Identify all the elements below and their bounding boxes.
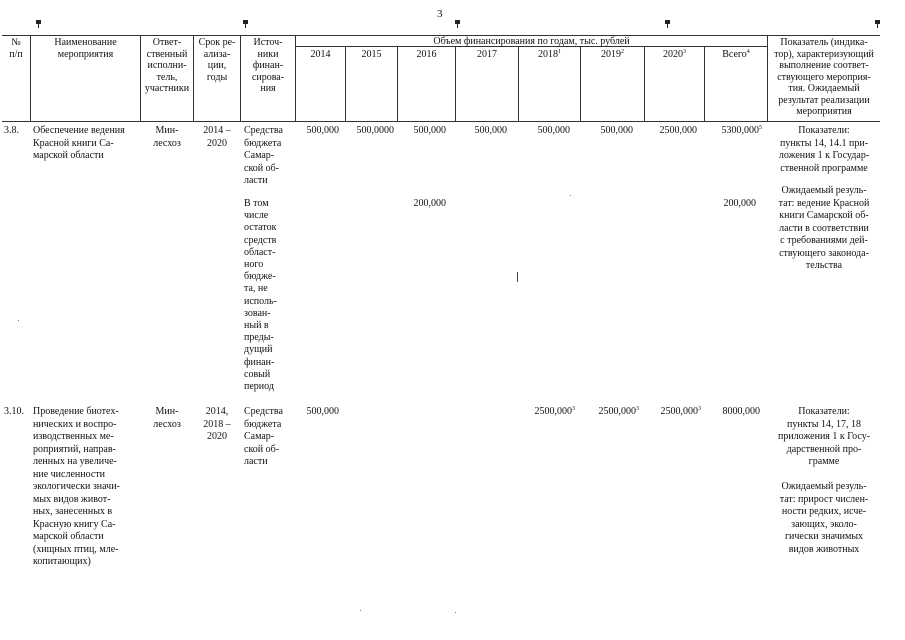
- header-indicator: Показатель (индика- тор), характеризующий выполнение соответ- ствующего мероприя- тия. Ожидаемый результат реализации мероприятия: [774, 37, 874, 117]
- header-term: Срок ре- ализа- ции, годы: [198, 37, 236, 83]
- value-2014: 500,000: [306, 406, 339, 417]
- header-year: 2017: [477, 49, 497, 60]
- scan-mark: [517, 272, 518, 282]
- row-result: Ожидаемый резуль- тат: прирост числен- ности редких, исче- зающих, эколо- гически значимых видов животных: [779, 481, 869, 555]
- value-2020: 2500,000$^3$: [660, 406, 701, 417]
- value-2017: 500,000: [474, 125, 507, 136]
- column-marker: [457, 20, 458, 28]
- row-number: 3.8.: [4, 125, 19, 136]
- row-term: 2014 – 2020: [203, 125, 231, 149]
- column-marker: [38, 20, 39, 28]
- value-2020: 2500,000: [659, 125, 697, 136]
- row-name: Обеспечение ведения Красной книги Са- марской области: [33, 125, 125, 161]
- value-2019: 500,000: [600, 125, 633, 136]
- header-year: 2016: [416, 49, 437, 60]
- header-num: № п/п: [9, 37, 23, 60]
- row-source: Средства бюджета Самар- ской об- ласти: [244, 406, 283, 467]
- row-indicator: Показатели: пункты 14, 17, 18 приложения 1 к Госу- дарственной про- грамме: [777, 406, 871, 467]
- row-responsible: Мин- лесхоз: [153, 125, 181, 149]
- header-name: Наименование мероприятия: [54, 37, 117, 60]
- value-2015: 500,0000: [356, 125, 394, 136]
- row-source: Средства бюджета Самар- ской об- ласти: [244, 125, 283, 186]
- column-marker: [245, 20, 246, 28]
- value-2018: 500,000: [537, 125, 570, 136]
- row-term: 2014, 2018 – 2020: [203, 406, 231, 442]
- scan-speck: [360, 610, 361, 611]
- column-marker: [877, 20, 878, 28]
- scan-speck: [455, 612, 456, 613]
- value-2019: 2500,000$^3$: [598, 406, 639, 417]
- sub-value-2016: 200,000: [413, 198, 446, 209]
- value-total: 5300,000$^5$: [721, 125, 762, 136]
- row-result: Ожидаемый резуль- тат: ведение Красной книги Самарской об- ласти в соответствии с требованиями дей- ствующего законода- тельства: [778, 185, 870, 271]
- header-year: 2015: [361, 49, 382, 60]
- header-bottom-border: [2, 121, 880, 122]
- header-year: 2014: [310, 49, 331, 60]
- row-name: Проведение биотех- нических и воспро- изводственных ме- роприятий, направ- ленных на увеличе- ние численности экологически значи- мых видов живот- ных, занесенных в Красную книгу Са- марской области (хищных птиц, мле- копитающих): [33, 406, 120, 567]
- header-volume: Объем финансирования по годам, тыс. рублей: [433, 36, 630, 47]
- grid-line: [295, 35, 296, 121]
- row-responsible: Мин- лесхоз: [153, 406, 181, 430]
- row-number: 3.10.: [4, 406, 24, 417]
- header-year-total: Всего$^4$: [722, 49, 750, 60]
- header-year: 2019$^2$: [601, 49, 624, 60]
- value-2016: 500,000: [413, 125, 446, 136]
- header-year: 2018$^1$: [538, 49, 561, 60]
- scan-speck: [18, 320, 19, 321]
- header-year: 2020$^3$: [663, 49, 686, 60]
- header-source: Источ- ники финан- сирова- ния: [251, 37, 285, 94]
- row-sub-source: В том числе остаток средств област- ного бюдже- та, не исполь- зован- ный в преды- дущий финан- совый период: [244, 198, 277, 393]
- row-indicator: Показатели: пункты 14, 14.1 при- ложения 1 к Государ- ственной программе: [778, 125, 870, 174]
- column-marker: [667, 20, 668, 28]
- value-2014: 500,000: [306, 125, 339, 136]
- value-total: 8000,000: [722, 406, 760, 417]
- value-2018: 2500,000$^3$: [534, 406, 575, 417]
- sub-value-total: 200,000: [723, 198, 756, 209]
- scan-speck: [570, 195, 571, 196]
- page-number: 3: [437, 8, 443, 20]
- header-responsible: Ответ- ственный исполни- тель, участники: [144, 37, 190, 94]
